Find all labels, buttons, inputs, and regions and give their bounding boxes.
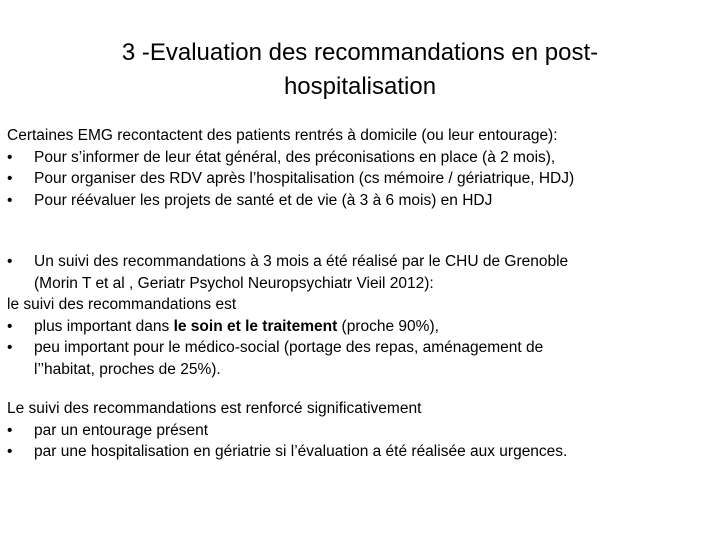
bullet-item xyxy=(7,316,707,338)
bullet-marker: • xyxy=(7,443,13,460)
bullet-item xyxy=(7,251,707,273)
text-segment: (proche 90%), xyxy=(337,317,439,335)
bullet-marker: • xyxy=(7,421,13,439)
bullet-item xyxy=(7,147,707,169)
text-segment: plus important dans xyxy=(34,317,174,335)
bullet-text: Un suivi des recommandations à 3 mois a été réalisé par le CHU de Grenoble xyxy=(34,253,569,270)
slide-title-line-1: 3 -Evaluation des recommandations en post- xyxy=(121,39,599,66)
section-reinforcement xyxy=(7,398,707,463)
bullet-item xyxy=(7,190,707,212)
bullet-text: Pour organiser des RDV après l’hospitalisation (cs mémoire / gériatrique, HDJ) xyxy=(34,170,575,187)
bullet-text xyxy=(34,316,439,338)
bullet-marker: • xyxy=(7,148,13,166)
slide-body xyxy=(7,125,707,463)
bullet-marker: • xyxy=(7,170,13,187)
section-subintro: le suivi des recommandations est xyxy=(7,296,237,313)
bullet-text: par une hospitalisation en gériatrie si l’évaluation a été réalisée aux urgences. xyxy=(34,443,568,460)
bullet-marker: • xyxy=(7,317,13,335)
bullet-item xyxy=(7,337,707,359)
slide-title xyxy=(60,36,660,104)
section-intro: Certaines EMG recontactent des patients rentrés à domicile (ou leur entourage): xyxy=(7,127,558,144)
bullet-item xyxy=(7,441,707,463)
bold-emphasis: le soin et le traitement xyxy=(173,317,338,335)
bullet-item xyxy=(7,420,707,442)
bullet-continuation: (Morin T et al , Geriatr Psychol Neuropsychiatr Vieil 2012): xyxy=(34,274,434,292)
section-intro: Le suivi des recommandations est renforcé significativement xyxy=(7,400,422,417)
bullet-text: Pour réévaluer les projets de santé et de vie (à 3 à 6 mois) en HDJ xyxy=(34,191,493,209)
bullet-continuation: l’’habitat, proches de 25%). xyxy=(34,360,221,378)
bullet-text: Pour s’informer de leur état général, des préconisations en place (à 2 mois), xyxy=(34,148,556,166)
section-grenoble-study xyxy=(7,251,707,380)
bullet-marker: • xyxy=(7,253,13,270)
bullet-marker: • xyxy=(7,339,13,356)
bullet-text: par un entourage présent xyxy=(34,421,209,439)
section-emg-contacts xyxy=(7,125,707,211)
bullet-item xyxy=(7,168,707,190)
slide-title-line-2: hospitalisation xyxy=(283,73,437,100)
bullet-marker: • xyxy=(7,191,13,209)
bullet-text: peu important pour le médico-social (portage des repas, aménagement de xyxy=(34,339,544,356)
